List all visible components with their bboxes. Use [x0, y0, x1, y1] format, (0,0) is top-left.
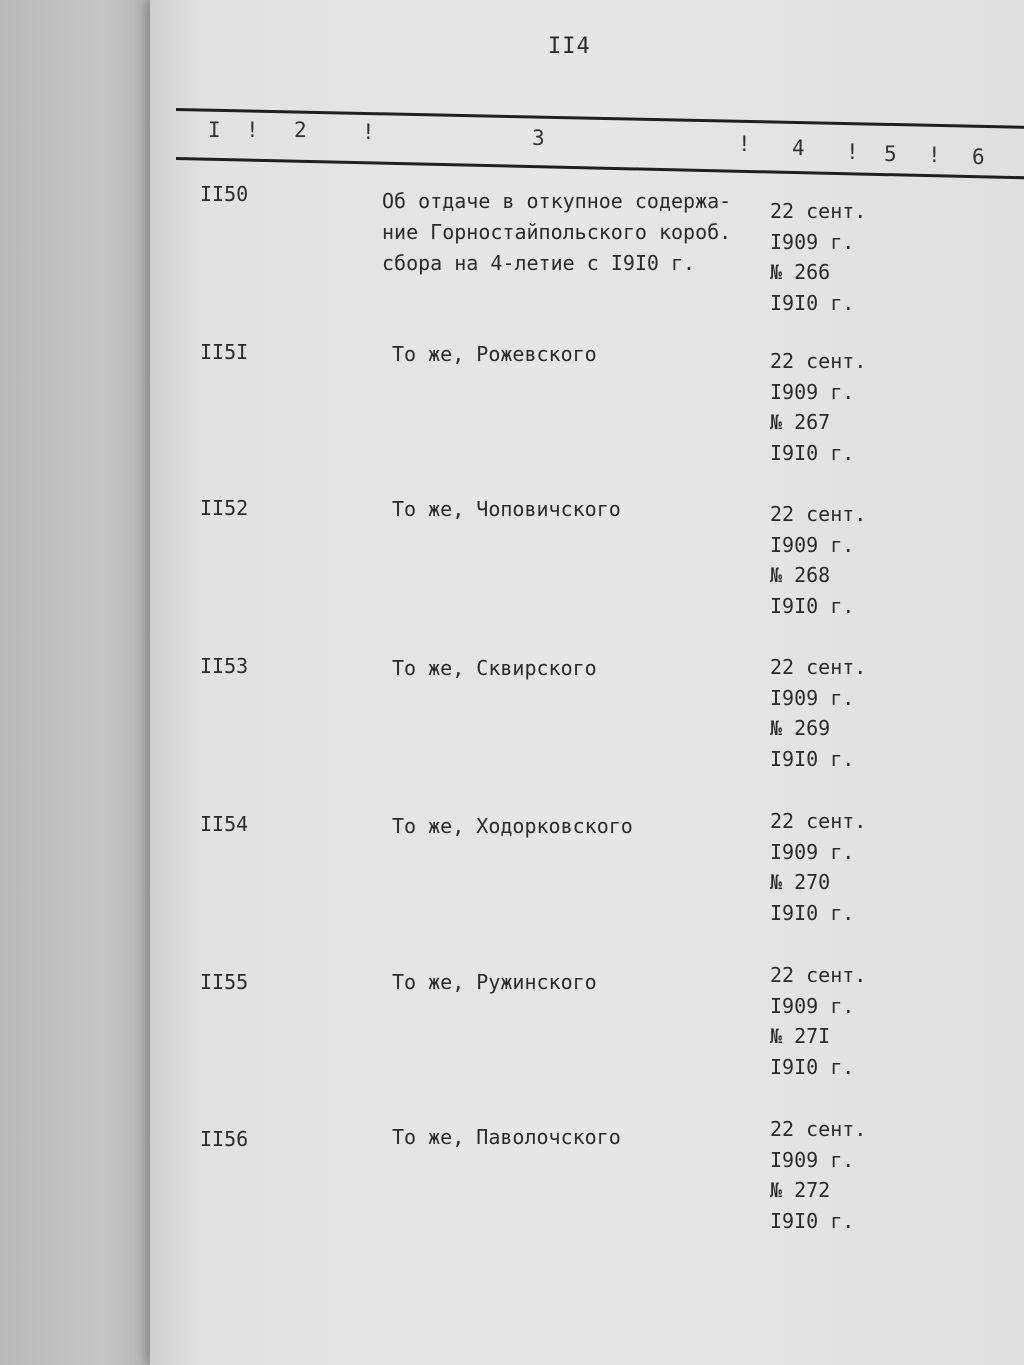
header-separator: ! — [928, 143, 941, 167]
date-line: № 27I — [770, 1024, 831, 1048]
record-date — [770, 1114, 900, 1236]
description-line: То же, Чоповичского — [392, 497, 621, 521]
record-description — [392, 967, 772, 998]
description-line: Об отдаче в откупное содержа- — [382, 189, 732, 213]
record-number: II52 — [200, 496, 249, 520]
header-separator: ! — [246, 118, 259, 142]
date-line: № 269 — [770, 716, 831, 740]
date-line: 22 сент. — [770, 199, 867, 223]
header-separator: ! — [846, 140, 859, 164]
header-col-1: I — [208, 118, 221, 142]
date-line: 22 сент. — [770, 963, 867, 987]
record-date — [770, 960, 900, 1082]
record-number: II56 — [200, 1127, 249, 1151]
record-number: II5I — [200, 340, 249, 364]
date-line: I9I0 г. — [770, 593, 855, 618]
record-date — [770, 652, 900, 774]
date-line: № 272 — [770, 1178, 831, 1202]
record-description — [392, 811, 772, 842]
description-line: То же, Паволочского — [392, 1125, 621, 1149]
date-line: 22 сент. — [770, 349, 867, 373]
record-description — [392, 653, 772, 684]
date-line: I909 г. — [770, 839, 855, 864]
date-line: I909 г. — [770, 1147, 855, 1172]
record-description — [392, 1122, 772, 1153]
description-line: сбора на 4-летие с I9I0 г. — [382, 251, 696, 275]
description-line: То же, Рожевского — [392, 342, 597, 366]
date-line: I9I0 г. — [770, 1208, 855, 1233]
record-date — [770, 196, 900, 318]
date-line: 22 сент. — [770, 655, 867, 679]
date-line: 22 сент. — [770, 809, 867, 833]
record-description — [382, 186, 762, 279]
date-line: № 268 — [770, 563, 831, 587]
underlying-page — [0, 0, 175, 1365]
header-col-5: 5 — [884, 142, 897, 166]
record-number: II55 — [200, 970, 249, 994]
date-line: 22 сент. — [770, 1117, 867, 1141]
date-line: № 266 — [770, 260, 831, 284]
date-line: № 267 — [770, 410, 831, 434]
description-line: То же, Сквирского — [392, 656, 597, 680]
record-date — [770, 499, 900, 621]
date-line: I909 г. — [770, 229, 855, 254]
header-separator: ! — [738, 132, 751, 156]
header-col-4: 4 — [792, 136, 805, 160]
description-line: То же, Ходорковского — [392, 814, 633, 838]
date-line: I9I0 г. — [770, 900, 855, 925]
date-line: I909 г. — [770, 685, 855, 710]
header-col-3: 3 — [532, 126, 545, 150]
date-line: I9I0 г. — [770, 290, 855, 315]
date-line: I909 г. — [770, 993, 855, 1018]
header-separator: ! — [362, 120, 375, 144]
date-line: I9I0 г. — [770, 746, 855, 771]
description-line: ние Горностайпольского короб. — [382, 220, 732, 244]
description-line: То же, Ружинского — [392, 970, 597, 994]
record-number: II50 — [200, 182, 249, 206]
date-line: № 270 — [770, 870, 831, 894]
record-description — [392, 494, 772, 525]
record-date — [770, 806, 900, 928]
record-number: II53 — [200, 654, 249, 678]
record-date — [770, 346, 900, 468]
date-line: I9I0 г. — [770, 1054, 855, 1079]
record-number: II54 — [200, 812, 249, 836]
date-line: I909 г. — [770, 532, 855, 557]
date-line: I9I0 г. — [770, 440, 855, 465]
date-line: I909 г. — [770, 379, 855, 404]
page-number: II4 — [548, 34, 591, 59]
header-col-2: 2 — [294, 118, 307, 142]
record-description — [392, 339, 772, 370]
header-col-6: 6 — [972, 145, 985, 169]
date-line: 22 сент. — [770, 502, 867, 526]
